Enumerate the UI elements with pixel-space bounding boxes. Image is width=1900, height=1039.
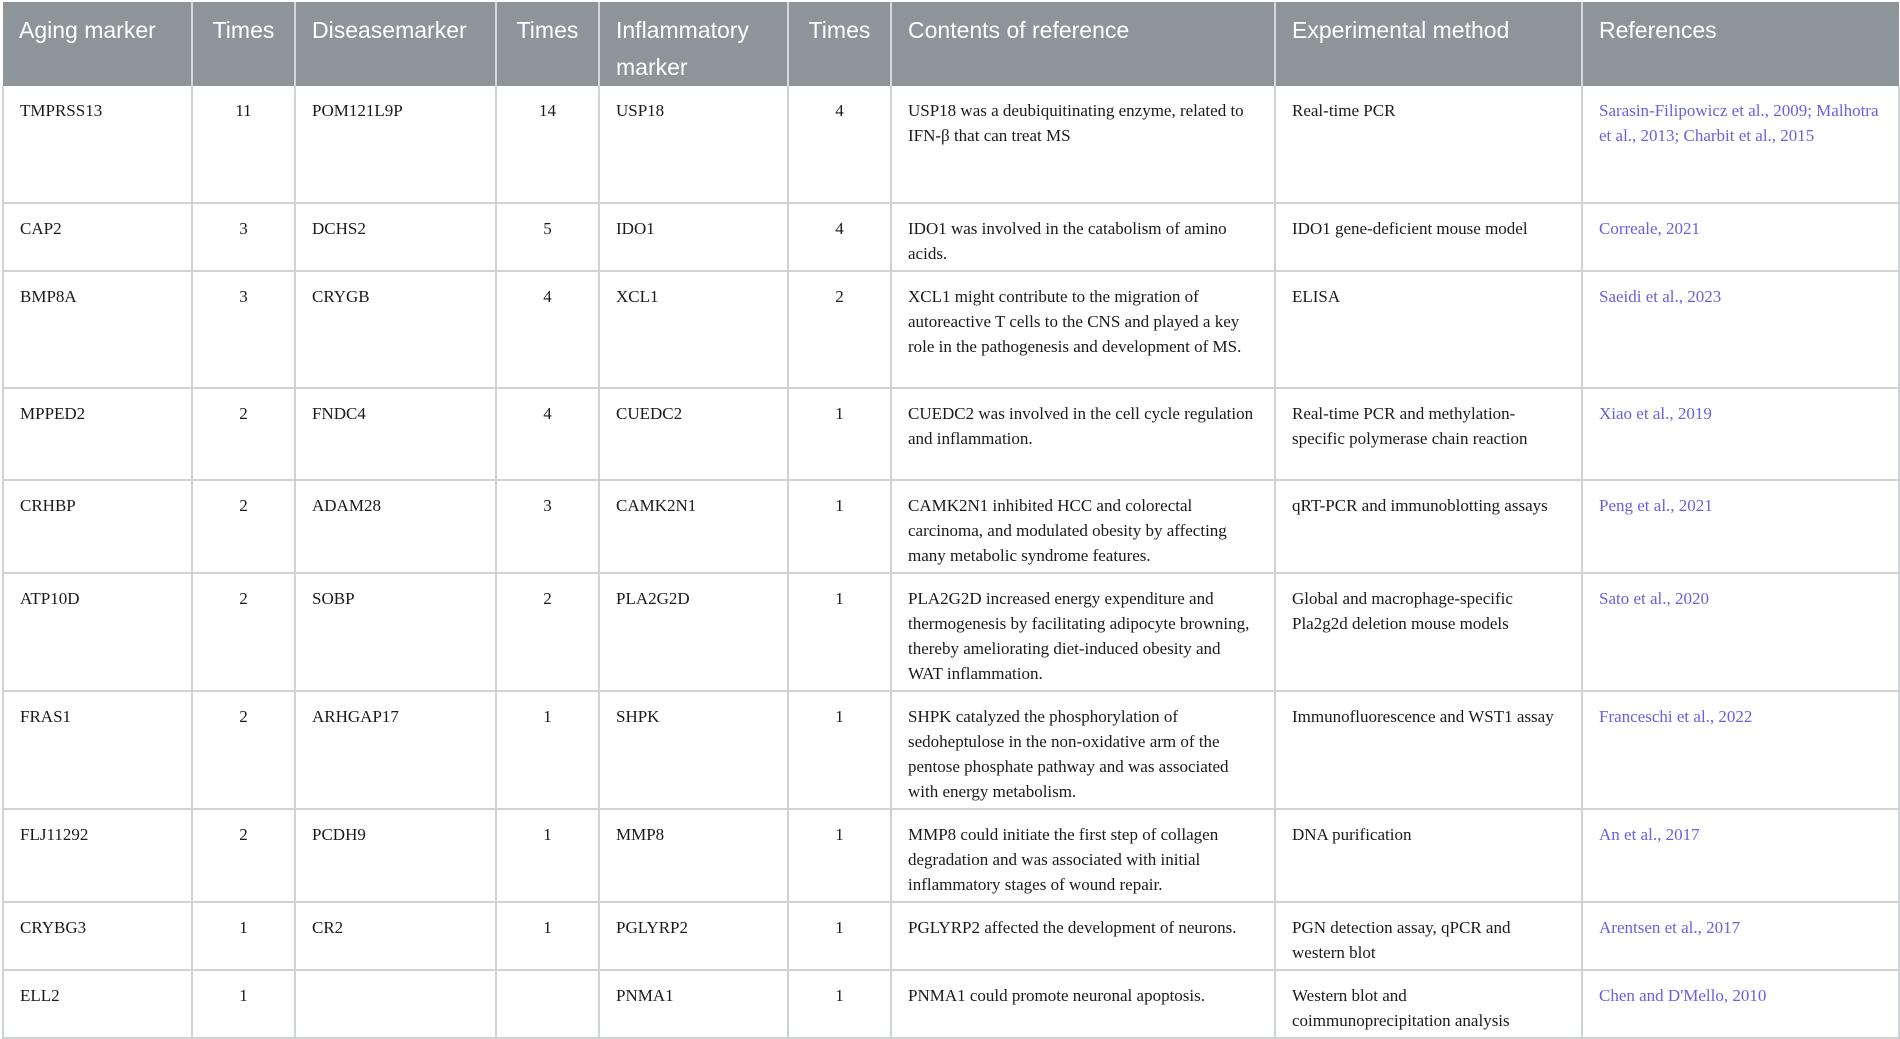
inflammatory-times-cell: 4	[788, 86, 891, 203]
reference-link[interactable]: Peng et al., 2021	[1582, 480, 1899, 573]
table-row	[3, 809, 1899, 902]
inflammatory-times-cell: 2	[788, 271, 891, 388]
inflammatory-times-cell: 1	[788, 809, 891, 902]
aging-times-cell: 1	[192, 970, 295, 1038]
aging-times-cell: 2	[192, 691, 295, 809]
aging-marker-cell: ATP10D	[3, 573, 192, 691]
inflammatory-times-cell: 1	[788, 388, 891, 480]
aging-marker-cell: CRHBP	[3, 480, 192, 573]
disease-marker-cell: CR2	[295, 902, 496, 970]
inflammatory-times-cell: 4	[788, 203, 891, 271]
aging-marker-cell: BMP8A	[3, 271, 192, 388]
inflammatory-marker-cell: CUEDC2	[599, 388, 788, 480]
method-cell: PGN detection assay, qPCR and western blot	[1275, 902, 1582, 970]
reference-link[interactable]: Saeidi et al., 2023	[1582, 271, 1899, 388]
reference-link[interactable]: Sato et al., 2020	[1582, 573, 1899, 691]
contents-cell: CUEDC2 was involved in the cell cycle regulation and inflammation.	[891, 388, 1275, 480]
aging-marker-cell: MPPED2	[3, 388, 192, 480]
disease-marker-cell: DCHS2	[295, 203, 496, 271]
contents-cell: IDO1 was involved in the catabolism of amino acids.	[891, 203, 1275, 271]
method-cell: IDO1 gene-deficient mouse model	[1275, 203, 1582, 271]
disease-marker-cell: ARHGAP17	[295, 691, 496, 809]
header-row	[3, 2, 1899, 86]
aging-times-cell: 2	[192, 388, 295, 480]
header-disease-times: Times	[496, 2, 599, 86]
reference-link[interactable]: Xiao et al., 2019	[1582, 388, 1899, 480]
table-row	[3, 902, 1899, 970]
method-cell: Global and macrophage-specific Pla2g2d deletion mouse models	[1275, 573, 1582, 691]
table-row	[3, 573, 1899, 691]
method-cell: ELISA	[1275, 271, 1582, 388]
header-inflammatory-marker: Inflammatory marker	[599, 2, 788, 86]
disease-times-cell: 4	[496, 388, 599, 480]
method-cell: DNA purification	[1275, 809, 1582, 902]
contents-cell: SHPK catalyzed the phosphorylation of sedoheptulose in the non-oxidative arm of the pentose phosphate pathway and was associated with energy metabolism.	[891, 691, 1275, 809]
aging-marker-cell: FRAS1	[3, 691, 192, 809]
header-aging-marker: Aging marker	[3, 2, 192, 86]
disease-marker-cell: CRYGB	[295, 271, 496, 388]
aging-marker-cell: ELL2	[3, 970, 192, 1038]
reference-link[interactable]: Sarasin-Filipowicz et al., 2009; Malhotra et al., 2013; Charbit et al., 2015	[1582, 86, 1899, 203]
aging-times-cell: 3	[192, 271, 295, 388]
inflammatory-marker-cell: USP18	[599, 86, 788, 203]
contents-cell: CAMK2N1 inhibited HCC and colorectal carcinoma, and modulated obesity by affecting many metabolic syndrome features.	[891, 480, 1275, 573]
table-row	[3, 86, 1899, 203]
inflammatory-marker-cell: PNMA1	[599, 970, 788, 1038]
disease-marker-cell: SOBP	[295, 573, 496, 691]
inflammatory-times-cell: 1	[788, 691, 891, 809]
reference-link[interactable]: Arentsen et al., 2017	[1582, 902, 1899, 970]
disease-times-cell: 3	[496, 480, 599, 573]
disease-marker-cell: PCDH9	[295, 809, 496, 902]
reference-link[interactable]: An et al., 2017	[1582, 809, 1899, 902]
disease-times-cell: 1	[496, 809, 599, 902]
table-row	[3, 203, 1899, 271]
method-cell: Real-time PCR	[1275, 86, 1582, 203]
disease-marker-cell: POM121L9P	[295, 86, 496, 203]
disease-times-cell	[496, 970, 599, 1038]
header-aging-times: Times	[192, 2, 295, 86]
inflammatory-marker-cell: XCL1	[599, 271, 788, 388]
table-row	[3, 388, 1899, 480]
aging-marker-cell: CRYBG3	[3, 902, 192, 970]
method-cell: Western blot and coimmunoprecipitation analysis	[1275, 970, 1582, 1038]
reference-link[interactable]: Correale, 2021	[1582, 203, 1899, 271]
inflammatory-marker-cell: IDO1	[599, 203, 788, 271]
contents-cell: USP18 was a deubiquitinating enzyme, related to IFN-β that can treat MS	[891, 86, 1275, 203]
disease-marker-cell: FNDC4	[295, 388, 496, 480]
inflammatory-marker-cell: CAMK2N1	[599, 480, 788, 573]
marker-table	[2, 2, 1900, 1039]
disease-marker-cell	[295, 970, 496, 1038]
method-cell: Real-time PCR and methylation-specific polymerase chain reaction	[1275, 388, 1582, 480]
aging-marker-cell: FLJ11292	[3, 809, 192, 902]
aging-times-cell: 11	[192, 86, 295, 203]
reference-link[interactable]: Chen and D'Mello, 2010	[1582, 970, 1899, 1038]
aging-marker-cell: TMPRSS13	[3, 86, 192, 203]
aging-marker-cell: CAP2	[3, 203, 192, 271]
contents-cell: PGLYRP2 affected the development of neurons.	[891, 902, 1275, 970]
table-row	[3, 480, 1899, 573]
disease-times-cell: 2	[496, 573, 599, 691]
inflammatory-times-cell: 1	[788, 970, 891, 1038]
disease-times-cell: 4	[496, 271, 599, 388]
contents-cell: PLA2G2D increased energy expenditure and thermogenesis by facilitating adipocyte browning, thereby ameliorating diet-induced obesity and WAT inflammation.	[891, 573, 1275, 691]
header-inflammatory-times: Times	[788, 2, 891, 86]
inflammatory-marker-cell: PGLYRP2	[599, 902, 788, 970]
inflammatory-marker-cell: MMP8	[599, 809, 788, 902]
disease-times-cell: 14	[496, 86, 599, 203]
aging-times-cell: 2	[192, 573, 295, 691]
inflammatory-times-cell: 1	[788, 480, 891, 573]
aging-times-cell: 2	[192, 480, 295, 573]
disease-times-cell: 1	[496, 691, 599, 809]
table-row	[3, 691, 1899, 809]
table-row	[3, 970, 1899, 1038]
reference-link[interactable]: Franceschi et al., 2022	[1582, 691, 1899, 809]
inflammatory-times-cell: 1	[788, 573, 891, 691]
inflammatory-marker-cell: SHPK	[599, 691, 788, 809]
header-method: Experimental method	[1275, 2, 1582, 86]
inflammatory-times-cell: 1	[788, 902, 891, 970]
contents-cell: XCL1 might contribute to the migration of autoreactive T cells to the CNS and played a key role in the pathogenesis and development of MS.	[891, 271, 1275, 388]
header-references: References	[1582, 2, 1899, 86]
header-contents: Contents of reference	[891, 2, 1275, 86]
method-cell: Immunofluorescence and WST1 assay	[1275, 691, 1582, 809]
aging-times-cell: 3	[192, 203, 295, 271]
disease-times-cell: 1	[496, 902, 599, 970]
contents-cell: MMP8 could initiate the first step of collagen degradation and was associated with initial inflammatory stages of wound repair.	[891, 809, 1275, 902]
inflammatory-marker-cell: PLA2G2D	[599, 573, 788, 691]
aging-times-cell: 2	[192, 809, 295, 902]
table-row	[3, 271, 1899, 388]
disease-marker-cell: ADAM28	[295, 480, 496, 573]
contents-cell: PNMA1 could promote neuronal apoptosis.	[891, 970, 1275, 1038]
header-disease-marker: Diseasemarker	[295, 2, 496, 86]
method-cell: qRT-PCR and immunoblotting assays	[1275, 480, 1582, 573]
disease-times-cell: 5	[496, 203, 599, 271]
aging-times-cell: 1	[192, 902, 295, 970]
